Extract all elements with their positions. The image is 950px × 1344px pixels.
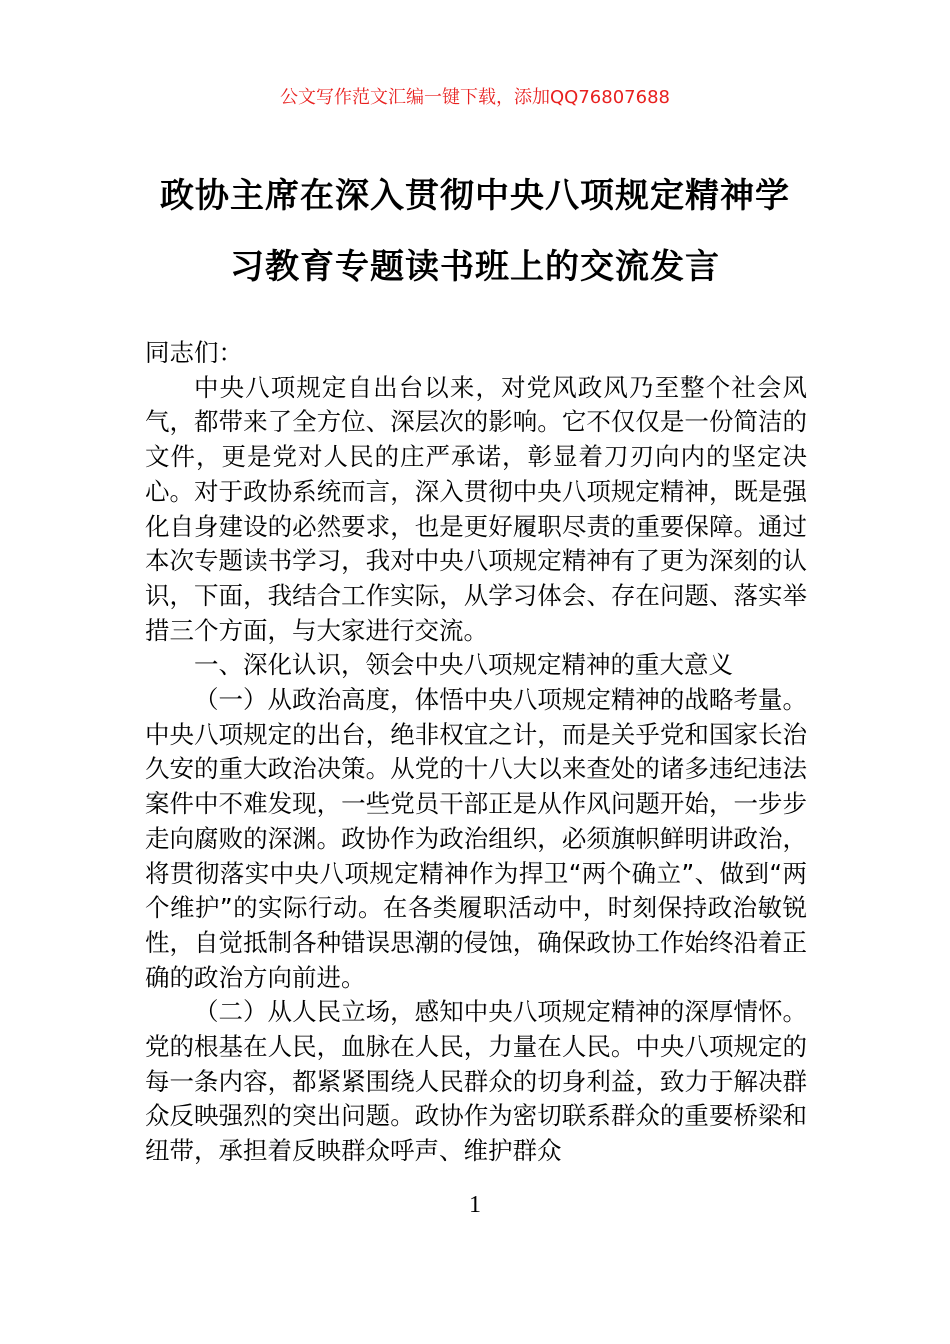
salutation: 同志们： [145,338,243,367]
section-heading-1: 一、深化认识，领会中央八项规定精神的重大意义 [194,650,733,680]
document-body [145,336,807,1169]
document-title-line-2: 习教育专题读书班上的交流发言 [230,247,720,287]
page-number: 1 [469,1192,481,1218]
paragraph-subsection-2: （二）从人民立场，感知中央八项规定精神的深厚情怀。党的根基在人民，血脉在人民，力量在人民。中央八项规定的每一条内容，都紧紧围绕人民群众的切身利益，致力于解决群众反映强烈的突出问题。政协作为密切联系群众的重要桥梁和纽带，承担着反映群众呼声、维护群众 [145,997,807,1166]
download-banner-text: 公文写作范文汇编一键下载，添加QQ76807688 [280,87,670,108]
document-title-line-1: 政协主席在深入贯彻中央八项规定精神学 [160,176,790,216]
paragraph-intro: 中央八项规定自出台以来，对党风政风乃至整个社会风气，都带来了全方位、深层次的影响。它不仅仅是一份简洁的文件，更是党对人民的庄严承诺，彰显着刀刃向内的坚定决心。对于政协系统而言，深入贯彻中央八项规定精神，既是强化自身建设的必然要求，也是更好履职尽责的重要保障。通过本次专题读书学习，我对中央八项规定精神有了更为深刻的认识，下面，我结合工作实际，从学习体会、存在问题、落实举措三个方面，与大家进行交流。 [145,372,807,645]
paragraph-subsection-1: （一）从政治高度，体悟中央八项规定精神的战略考量。中央八项规定的出台，绝非权宜之计，而是关乎党和国家长治久安的重大政治决策。从党的十八大以来查处的诸多违纪违法案件中不难发现，一些党员干部正是从作风问题开始，一步步走向腐败的深渊。政协作为政治组织，必须旗帜鲜明讲政治，将贯彻落实中央八项规定精神作为捍卫“两个确立”、做到“两个维护”的实际行动。在各类履职活动中，时刻保持政治敏锐性，自觉抵制各种错误思潮的侵蚀，确保政协工作始终沿着正确的政治方向前进。 [145,685,807,992]
